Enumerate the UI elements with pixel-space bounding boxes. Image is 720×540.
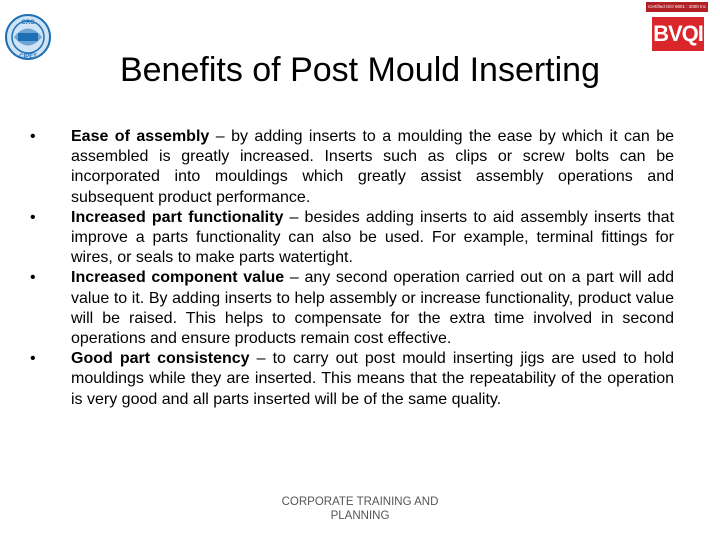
- bullet-dot-icon: •: [30, 128, 36, 145]
- bvqi-wordmark: BVQI: [652, 17, 704, 51]
- bullet-heading: Ease of assembly: [71, 128, 210, 145]
- bullet-heading: Increased part functionality: [71, 208, 284, 226]
- bullet-text: – by adding inserts to a moulding the ease by which it can be assembled is greatly increased. Inserts such as clips or screw bolts can be incorporated into mouldings which greatly assist assembly operations and subsequent product performance.: [71, 128, 674, 206]
- bvqi-cert-text: Certified ISO 9001 : 2000 Inc: [646, 2, 708, 12]
- bullet-item-increased-part-functionality: [30, 208, 674, 269]
- bullet-item-ease-of-assembly: [30, 127, 674, 208]
- bullet-text: – besides adding inserts to aid assembly inserts that improve a parts functionality can also be used. For example, terminal fittings for wires, or seals to make parts watertight.: [71, 208, 675, 267]
- bvqi-logo: [646, 2, 708, 54]
- bullet-item-good-part-consistency: [30, 349, 674, 410]
- bullet-text: – any second operation carried out on a part will add value to it. By adding inserts to help assembly or increase functionality, product value will be raised. This helps to compensate for the extra time involved in second operations and ensure products remain cost effective.: [71, 269, 675, 348]
- bullet-heading: Good part consistency: [71, 350, 250, 368]
- bullet-dot-icon: •: [30, 350, 36, 368]
- slide-title: Benefits of Post Mould Inserting: [119, 51, 601, 89]
- bullet-dot-icon: •: [30, 208, 36, 226]
- slide-footer: CORPORATE TRAINING AND PLANNING: [281, 496, 439, 522]
- bullet-heading: Increased component value: [71, 269, 285, 287]
- bullet-item-increased-component-value: [30, 268, 674, 349]
- bullet-dot-icon: •: [30, 269, 36, 287]
- bullet-text: – to carry out post mould inserting jigs are used to hold mouldings while they are inserted. This means that the repeatability of the operation is very good and all parts inserted will be of the same quality.: [71, 350, 674, 408]
- cipet-logo-top-text: CRC: [21, 20, 35, 26]
- cipet-logo-bottom-text: CIPET: [19, 54, 37, 60]
- bullet-list: [30, 127, 674, 410]
